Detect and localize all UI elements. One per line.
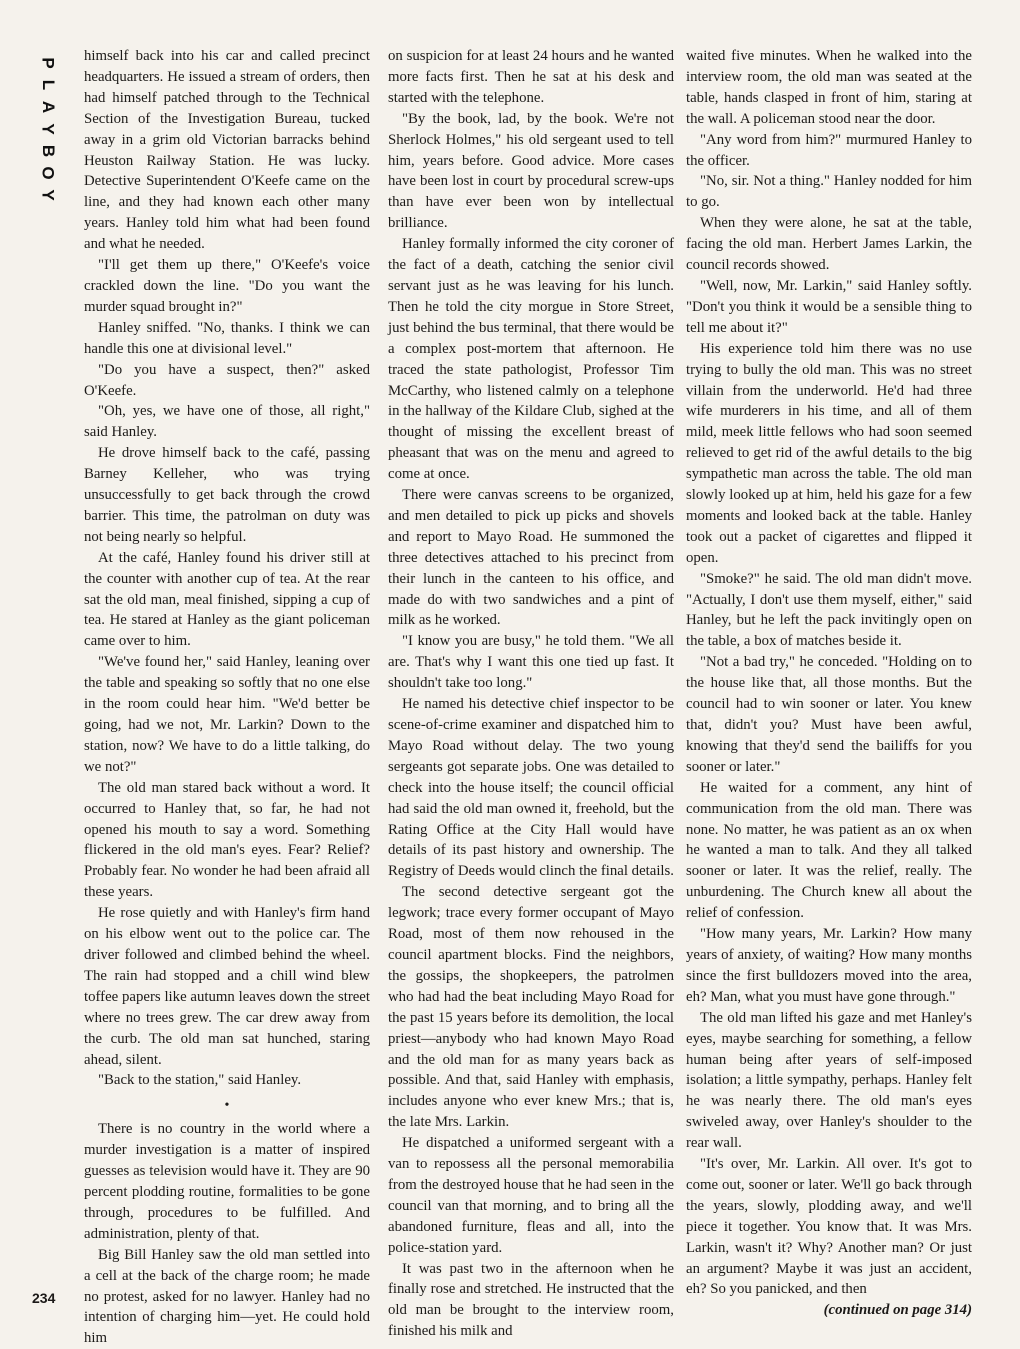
paragraph: Hanley formally informed the city coroner of the fact of a death, catching the senior civil servant just as he was leaving for his lunch. Then he told the city morgue in Store Street, just behind the bus terminal, that there would be a complex post-mortem that afternoon. He traced the state pathologist, Professor Tim McCarthy, who listened calmly on a telephone in the hallway of the Kildare Club, sighed at the thought of missing the excellent breast of pheasant that was on the menu and agreed to come at once. <box>388 236 674 483</box>
paragraph: Big Bill Hanley saw the old man settled into a cell at the back of the charge room; he made no protest, asked for no lawyer. Hanley had no intention of charging him—yet. He could hold him <box>84 1246 370 1347</box>
paragraph: "Any word from him?" murmured Hanley to the officer. <box>686 131 972 169</box>
running-head-letter: A <box>39 100 58 114</box>
paragraph: There is no country in the world where a murder investigation is a matter of inspired guesses as television would have it. They are 90 percent plodding routine, formalities to be gone through, procedures to be fulfilled. And administration, plenty of that. <box>84 1121 370 1242</box>
paragraph: "How many years, Mr. Larkin? How many years of anxiety, of waiting? How many months since the first bulldozers moved into the area, eh? Man, what you must have gone through." <box>686 926 972 1005</box>
paragraph: There were canvas screens to be organized, and men detailed to pick up picks and shovels and report to Mayo Road. He summoned the three detectives attached to his precinct from their lunch in the canteen to his office, and made do with two sandwiches and a pint of milk as he worked. <box>388 487 674 629</box>
paragraph: "Not a bad try," he conceded. "Holding on to the house like that, all those months. But the council had to win sooner or later. You knew that, didn't you? Must have been awful, knowing that they'd send the bailiffs for you sooner or later." <box>686 654 972 775</box>
running-head-letter: Y <box>39 123 58 135</box>
paragraph: "No, sir. Not a thing." Hanley nodded for him to go. <box>686 173 972 211</box>
running-head-letter: L <box>38 79 58 91</box>
paragraph: He rose quietly and with Hanley's firm hand on his elbow went out to the police car. The driver followed and climbed behind the wheel. The rain had stopped and a chill wind blew toffee papers like autumn leaves down the street where no trees grew. The car drew away from the curb. The old man sat hunched, staring ahead, silent. <box>84 905 370 1068</box>
paragraph: waited five minutes. When he walked into the interview room, the old man was seated at the table, hands clasped in front of him, staring at the wall. A policeman stood near the door. <box>686 48 972 127</box>
text-column-2 <box>388 46 674 1342</box>
paragraph: At the café, Hanley found his driver still at the counter with another cup of tea. At the rear sat the old man, meal finished, sipping a cup of tea. He stared at Hanley as the giant policeman came over to him. <box>84 549 370 650</box>
paragraph: The old man stared back without a word. It occurred to Hanley that, so far, he had not opened his mouth to say a word. Something flickered in the old man's eyes. Fear? Relief? Probably fear. No wonder he had been afraid all these years. <box>84 779 370 901</box>
paragraph: on suspicion for at least 24 hours and he wanted more facts first. Then he sat at his desk and started with the telephone. <box>388 48 674 106</box>
paragraph: "I'll get them up there," O'Keefe's voice crackled down the line. "Do you want the murder squad brought in?" <box>84 257 370 315</box>
paragraph: "Back to the station," said Hanley. <box>98 1072 302 1089</box>
text-column-3 <box>686 46 972 1321</box>
paragraph: He named his detective chief inspector to be scene-of-crime examiner and dispatched him to Mayo Road without delay. The two young sergeants got separate jobs. One was detailed to check into the house itself; the council official had said the old man owned it, freehold, but the Rating Office at the City Hall would have details of its past history and ownership. The Registry of Deeds would clinch the final details. <box>388 696 675 880</box>
paragraph: "Oh, yes, we have one of those, all right," said Hanley. <box>84 403 370 441</box>
page-number: 234 <box>32 1290 56 1306</box>
paragraph: He drove himself back to the café, passing Barney Kelleher, who was trying unsuccessfully to get back through the crowd barrier. This time, the patrolman on duty was not being nearly so helpful. <box>84 445 370 545</box>
running-head-letter: Y <box>39 189 58 201</box>
continued-note: (continued on page 314) <box>823 1302 972 1319</box>
paragraph: "I know you are busy," he told them. "We all are. That's why I want this one tied up fast. It shouldn't take too long." <box>388 633 674 692</box>
paragraph: "By the book, lad, by the book. We're not Sherlock Holmes," his old sergeant used to tell him, years before. Good advice. More cases have been lost in court by procedural screw-ups than have ever been won by intellectual brilliance. <box>388 110 674 232</box>
paragraph: "Well, now, Mr. Larkin," said Hanley softly. "Don't you think it would be a sensible thing to tell me about it?" <box>686 277 972 336</box>
paragraph: Hanley sniffed. "No, thanks. I think we can handle this one at divisional level." <box>84 319 370 357</box>
paragraph: When they were alone, he sat at the table, facing the old man. Herbert James Larkin, the council records showed. <box>686 215 972 274</box>
running-head <box>36 52 60 206</box>
paragraph: "Smoke?" he said. The old man didn't move. "Actually, I don't use them myself, either," said Hanley, but he left the pack invitingly open on the table, a box of matches beside it. <box>686 570 972 650</box>
section-break-bullet: • <box>224 1098 230 1114</box>
paragraph: "Do you have a suspect, then?" asked O'Keefe. <box>84 361 370 399</box>
running-head-letter: O <box>38 166 58 180</box>
paragraph: The second detective sergeant got the legwork; trace every former occupant of Mayo Road, most of them now rehoused in the council apartment blocks. Find the neighbors, the gossips, the shopkeepers, the patrolmen who had had the beat including Mayo Road for the past 15 years before its demolition, the local priest—anybody who had known Mayo Road and the old man for as many years back as possible. And that, said Hanley with emphasis, includes anyone who ever knew Mrs.; that is, the late Mrs. Larkin. <box>388 884 674 1131</box>
paragraph: It was past two in the afternoon when he finally rose and stretched. He instructed that the old man be brought to the interview room, finished his milk and <box>388 1260 674 1340</box>
paragraph: His experience told him there was no use trying to bully the old man. This was no street villain from the underworld. He'd had three wife murderers in his time, and all of them mild, meek little fellows who had soon seemed relieved to get rid of the awful details to the big sympathetic man across the table. The old man slowly looked up at him, held his gaze for a few moments and looked back at the table. Hanley took out a packet of cigarettes and flipped it open. <box>686 340 972 566</box>
paragraph: "We've found her," said Hanley, leaning over the table and speaking so softly that no one else in the room could hear him. "We'd better be going, had we not, Mr. Larkin? Down to the station, now? We have to do a little talking, do we not?" <box>84 654 370 775</box>
text-column-1 <box>84 46 370 1349</box>
paragraph: He waited for a comment, any hint of communication from the old man. There was none. No matter, he was patient as an ox when he wanted a man to talk. And they all talked sooner or later. It was the relief, really. The unburdening. The Church knew all about the relief of confession. <box>686 779 972 922</box>
paragraph: "It's over, Mr. Larkin. All over. It's got to come out, sooner or later. We'll go back through the years, slowly, plodding away, and we'll piece it together. You know that. It was Mrs. Larkin, wasn't it? Why? Another man? Or just an argument? Maybe it was just an accident, eh? So you panicked, and then <box>686 1156 972 1298</box>
paragraph: himself back into his car and called precinct headquarters. He issued a stream of orders, then had himself patched through to the Technical Section of the Investigation Bureau, tucked away in a grim old Victorian barracks behind Heuston Railway Station. He was lucky. Detective Superintendent O'Keefe came on the line, and they had known each other many years. Hanley told him what had been found and what he needed. <box>84 48 370 253</box>
paragraph: He dispatched a uniformed sergeant with a van to repossess all the personal memorabilia from the destroyed house that he had seen in the council van that morning, and to bring all the abandoned furniture, fleas and all, into the police-station yard. <box>388 1135 674 1256</box>
paragraph: The old man lifted his gaze and met Hanley's eyes, maybe searching for something, a fellow human being after years of self-imposed isolation; a little sympathy, perhaps. Hanley felt he was nearly there. The old man's eyes swiveled away, over Hanley's shoulder to the rear wall. <box>686 1009 972 1152</box>
running-head-letter: P <box>39 57 58 69</box>
running-head-letter: B <box>39 144 58 158</box>
